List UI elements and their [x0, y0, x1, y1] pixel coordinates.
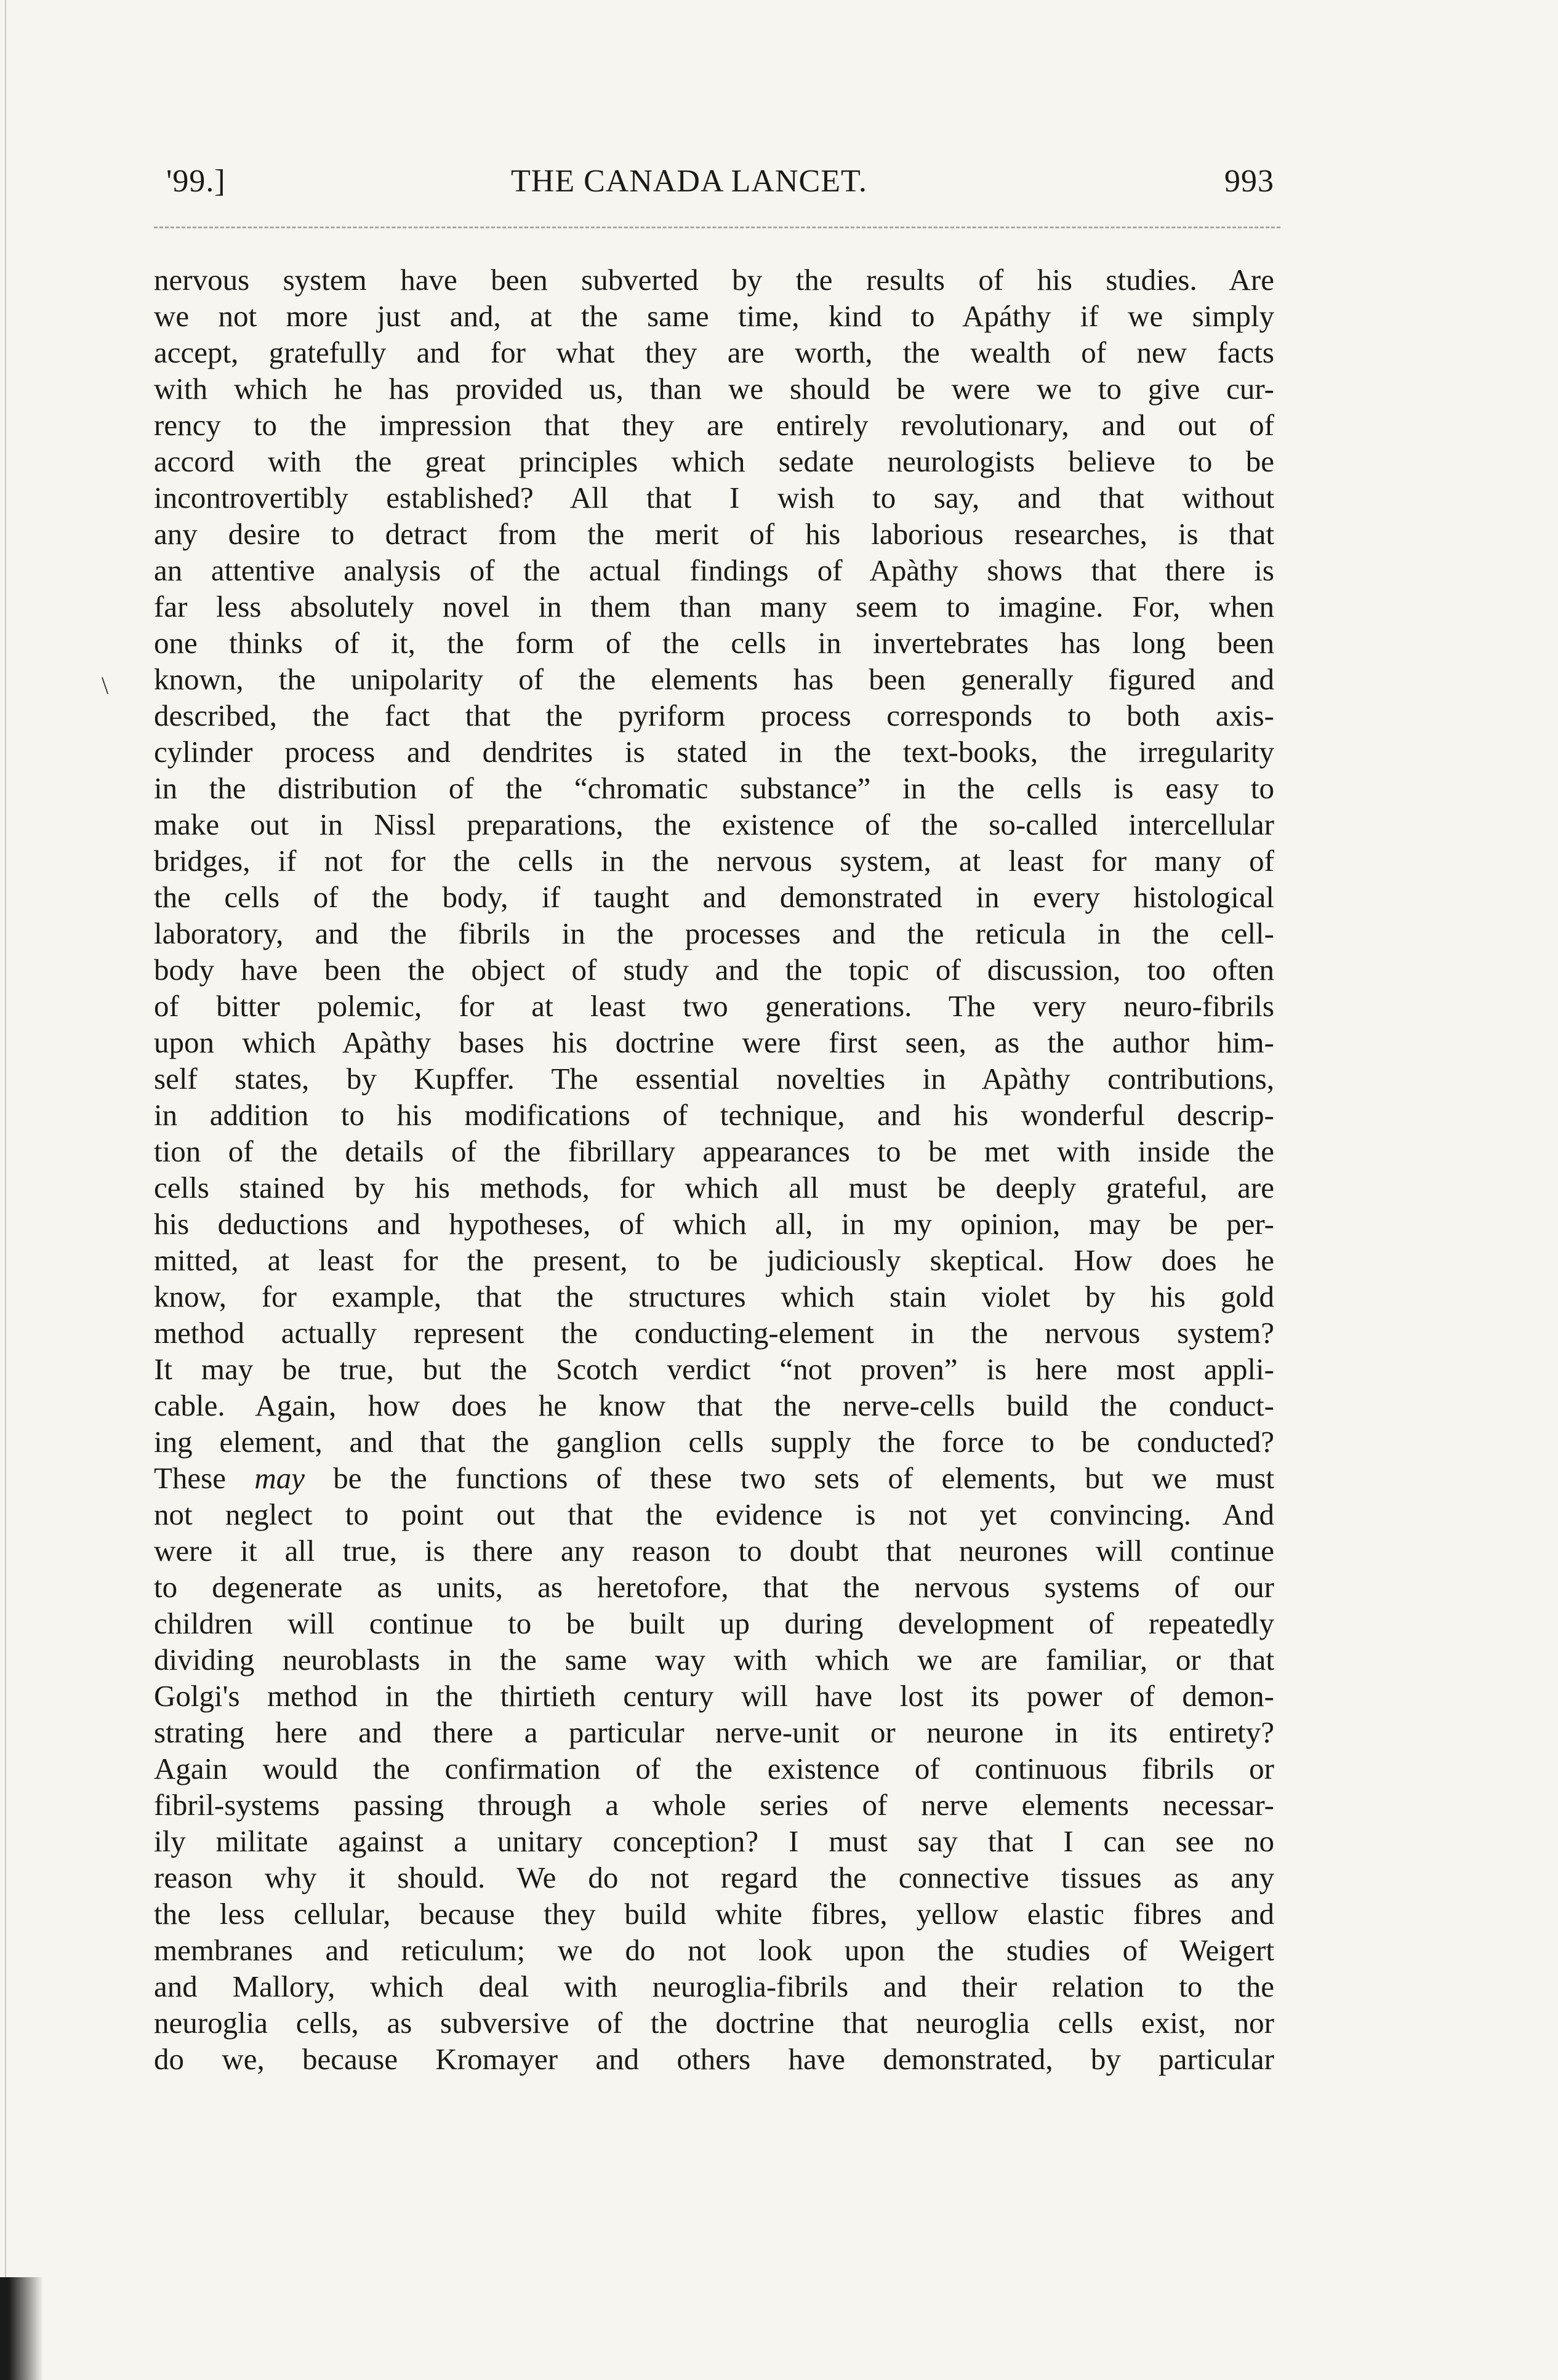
article-body	[154, 262, 1274, 2077]
text-line: bridges, if not for the cells in the nervous system, at least for many of	[154, 844, 1274, 878]
text-line: ily militate against a unitary conception? I must say that I can see no	[154, 1824, 1274, 1858]
text-line: laboratory, and the fibrils in the processes and the reticula in the cell-	[154, 916, 1274, 950]
text-line: accept, gratefully and for what they are worth, the wealth of new facts	[154, 335, 1274, 369]
text-line: These may be the functions of these two sets of elements, but we must	[154, 1461, 1275, 1495]
text-line: and Mallory, which deal with neuroglia-fibrils and their relation to the	[154, 1969, 1274, 2003]
text-line: rency to the impression that they are entirely revolutionary, and out of	[154, 408, 1274, 442]
text-line: of bitter polemic, for at least two generations. The very neuro-fibrils	[154, 989, 1274, 1023]
text-line: one thinks of it, the form of the cells in invertebrates has long been	[154, 626, 1274, 660]
text-line: know, for example, that the structures which stain violet by his gold	[154, 1280, 1274, 1313]
text-line: the cells of the body, if taught and demonstrated in every histological	[154, 880, 1274, 914]
binding-shadow-line	[5, 0, 6, 2277]
text-line: were it all true, is there any reason to doubt that neurones will continue	[154, 1534, 1274, 1568]
text-line: we not more just and, at the same time, kind to Apáthy if we simply	[154, 299, 1274, 333]
text-line: strating here and there a particular nerve-unit or neurone in its entirety?	[154, 1715, 1274, 1749]
volume-year: '99.]	[166, 164, 226, 199]
text-line: body have been the object of study and the topic of discussion, too often	[154, 953, 1274, 987]
text-line: Golgi's method in the thirtieth century will have lost its power of demon-	[154, 1679, 1274, 1713]
text-line: tion of the details of the fibrillary appearances to be met with inside the	[154, 1134, 1274, 1168]
text-line: ing element, and that the ganglion cells supply the force to be conducted?	[154, 1425, 1274, 1459]
header-rule	[154, 226, 1280, 228]
text-line: fibril-systems passing through a whole series of nerve elements necessar-	[154, 1788, 1274, 1822]
text-line: with which he has provided us, than we should be were we to give cur-	[154, 372, 1274, 406]
text-line: incontrovertibly established? All that I wish to say, and that without	[154, 481, 1274, 515]
emphasis: may	[254, 1461, 305, 1495]
text-line: mitted, at least for the present, to be judiciously skeptical. How does he	[154, 1243, 1274, 1277]
text-line: Again would the confirmation of the existence of continuous fibrils or	[154, 1752, 1274, 1785]
text-line: reason why it should. We do not regard the connective tissues as any	[154, 1861, 1274, 1894]
text-line: any desire to detract from the merit of his laborious researches, is that	[154, 517, 1274, 551]
journal-title: THE CANADA LANCET.	[511, 164, 867, 199]
text-line: make out in Nissl preparations, the existence of the so-called intercellular	[154, 807, 1274, 841]
text-line: not neglect to point out that the evidence is not yet convincing. And	[154, 1497, 1274, 1531]
text-line: children will continue to be built up during development of repeatedly	[154, 1606, 1274, 1640]
binding-edge-shadow	[0, 2277, 43, 2380]
text-line: do we, because Kromayer and others have demonstrated, by particular	[154, 2042, 1274, 2076]
text-line: upon which Apàthy bases his doctrine were first seen, as the author him-	[154, 1025, 1274, 1059]
text-line: his deductions and hypotheses, of which all, in my opinion, may be per-	[154, 1207, 1274, 1241]
text-line: cable. Again, how does he know that the nerve-cells build the conduct-	[154, 1388, 1274, 1422]
text-line: far less absolutely novel in them than many seem to imagine. For, when	[154, 590, 1274, 623]
text-line: an attentive analysis of the actual findings of Apàthy shows that there is	[154, 553, 1274, 587]
margin-mark: \	[102, 671, 109, 699]
running-header	[166, 157, 1274, 206]
text-line: self states, by Kupffer. The essential novelties in Apàthy contributions,	[154, 1062, 1274, 1096]
text-line: in the distribution of the “chromatic substance” in the cells is easy to	[154, 771, 1274, 805]
text-line: the less cellular, because they build white fibres, yellow elastic fibres and	[154, 1897, 1274, 1931]
text-line: cylinder process and dendrites is stated in the text-books, the irregularity	[154, 735, 1274, 769]
text-line: in addition to his modifications of technique, and his wonderful descrip-	[154, 1098, 1274, 1132]
text-line: It may be true, but the Scotch verdict “not proven” is here most appli-	[154, 1352, 1274, 1386]
text-line: dividing neuroblasts in the same way with which we are familiar, or that	[154, 1643, 1274, 1677]
text-line: to degenerate as units, as heretofore, that the nervous systems of our	[154, 1570, 1274, 1604]
text-line: described, the fact that the pyriform process corresponds to both axis-	[154, 699, 1274, 732]
text-line: neuroglia cells, as subversive of the doctrine that neuroglia cells exist, nor	[154, 2006, 1274, 2040]
text-line: accord with the great principles which sedate neurologists believe to be	[154, 444, 1274, 478]
text-line: known, the unipolarity of the elements has been generally figured and	[154, 662, 1274, 696]
text-line: cells stained by his methods, for which all must be deeply grateful, are	[154, 1171, 1274, 1204]
text-line: nervous system have been subverted by the results of his studies. Are	[154, 263, 1274, 297]
text-line: method actually represent the conducting-element in the nervous system?	[154, 1316, 1274, 1350]
text-line: membranes and reticulum; we do not look upon the studies of Weigert	[154, 1933, 1274, 1967]
page-number: 993	[1224, 164, 1274, 199]
